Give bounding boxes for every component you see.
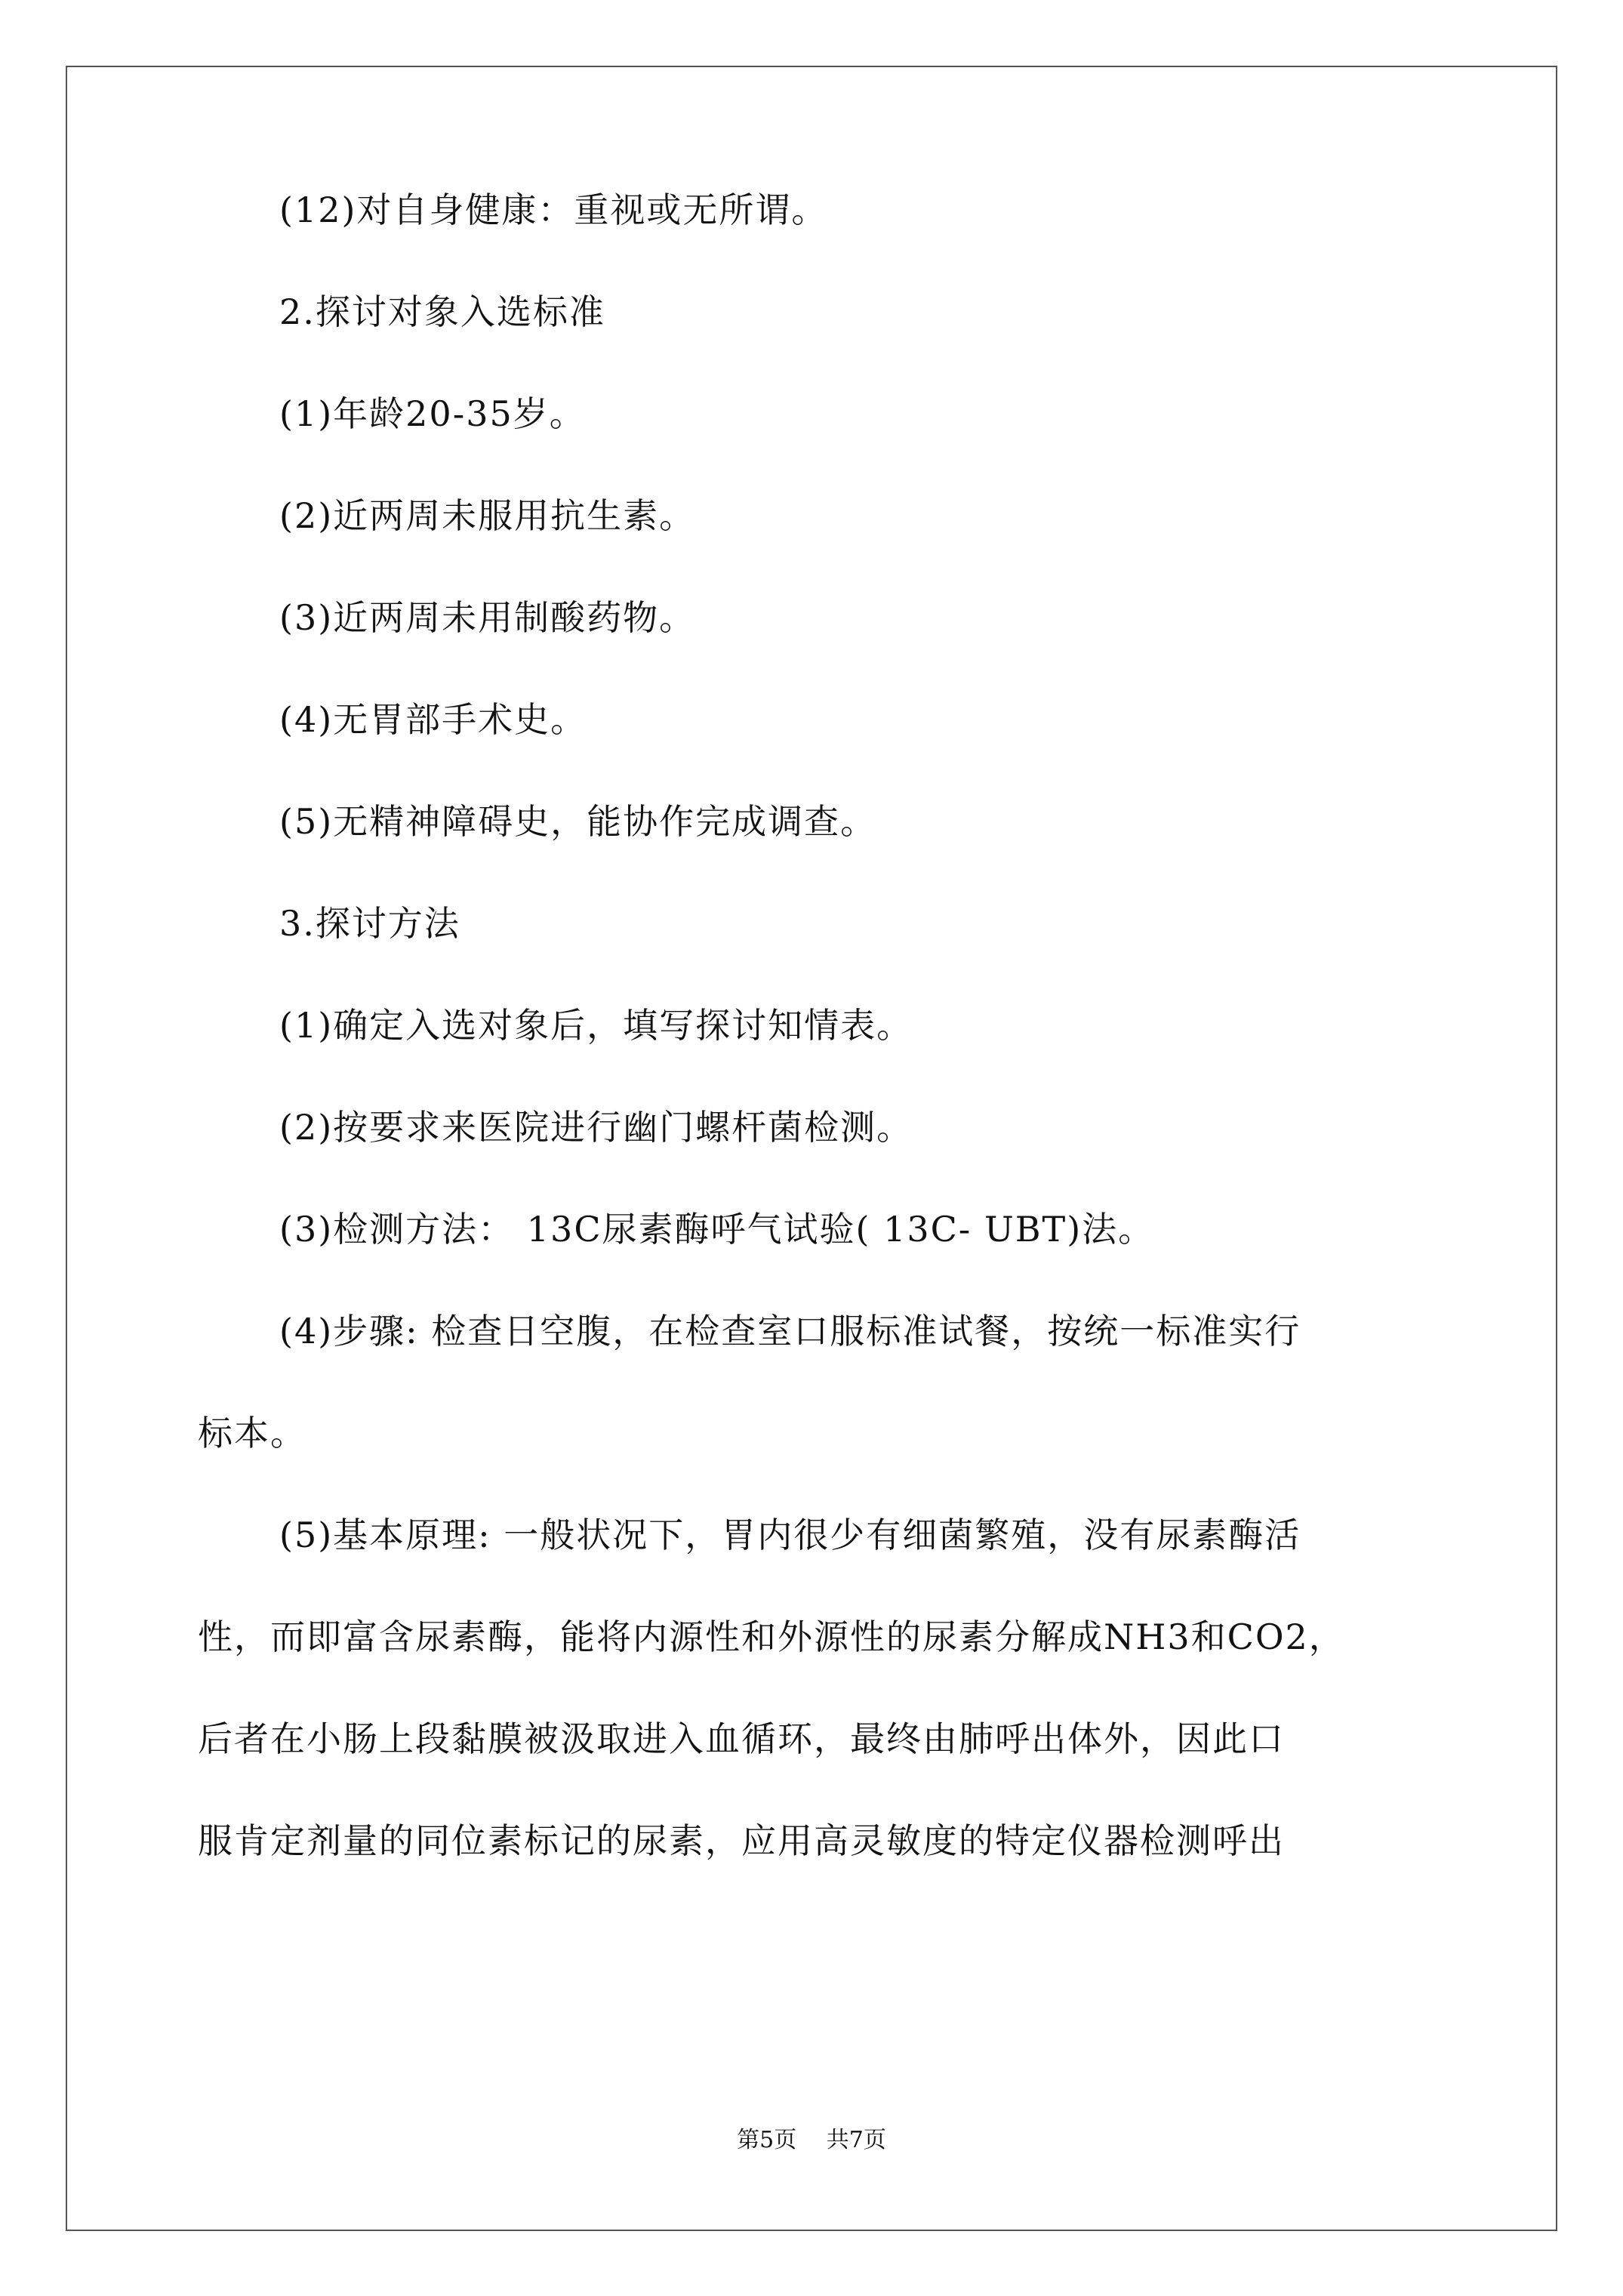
paragraph-line-6: (4)无胃部手术史。 <box>279 699 587 740</box>
paragraph-steps-line-2: 标本。 <box>198 1413 306 1453</box>
section-heading-methods: 3.探讨方法 <box>279 903 460 944</box>
paragraph-line-10: (2)按要求来医院进行幽门螺杆菌检测。 <box>279 1107 913 1148</box>
paragraph-line-4: (2)近两周未服用抗生素。 <box>279 495 696 536</box>
paragraph-principle-line-4: 服肯定剂量的同位素标记的尿素，应用高灵敏度的特定仪器检测呼出 <box>198 1820 1285 1861</box>
paragraph-steps <box>198 1306 1436 1458</box>
paragraph-principle-line-3: 后者在小肠上段黏膜被汲取进入血循环，最终由肺呼出体外，因此口 <box>198 1718 1285 1759</box>
paragraph-line-1: (12)对自身健康：重视或无所谓。 <box>279 190 828 230</box>
paragraph-line-7: (5)无精神障碍史，能协作完成调查。 <box>279 801 877 842</box>
paragraph-line-3: (1)年龄20-35岁。 <box>279 393 586 434</box>
paragraph-steps-line-1: (4)步骤: 检查日空腹，在检查室口服标准试餐，按统一标准实行 <box>279 1311 1301 1351</box>
paragraph-principle-line-2: 性，而即富含尿素酶，能将内源性和外源性的尿素分解成NH3和CO2， <box>198 1616 1345 1657</box>
page-footer <box>0 2125 1623 2156</box>
paragraph-principle-line-1: (5)基本原理: 一般状况下，胃内很少有细菌繁殖，没有尿素酶活 <box>279 1515 1301 1555</box>
document-body <box>198 185 1436 1918</box>
section-heading-criteria: 2.探讨对象入选标准 <box>279 291 605 332</box>
paragraph-line-5: (3)近两周未用制酸药物。 <box>279 597 696 638</box>
page-number: 第5页 <box>737 2127 797 2153</box>
paragraph-principle <box>198 1510 1436 1866</box>
paragraph-line-11: (3)检测方法： 13C尿素酶呼气试验( 13C- UBT)法。 <box>279 1209 1155 1250</box>
page-total: 共7页 <box>826 2127 886 2153</box>
paragraph-line-9: (1)确定入选对象后，填写探讨知情表。 <box>279 1005 913 1046</box>
